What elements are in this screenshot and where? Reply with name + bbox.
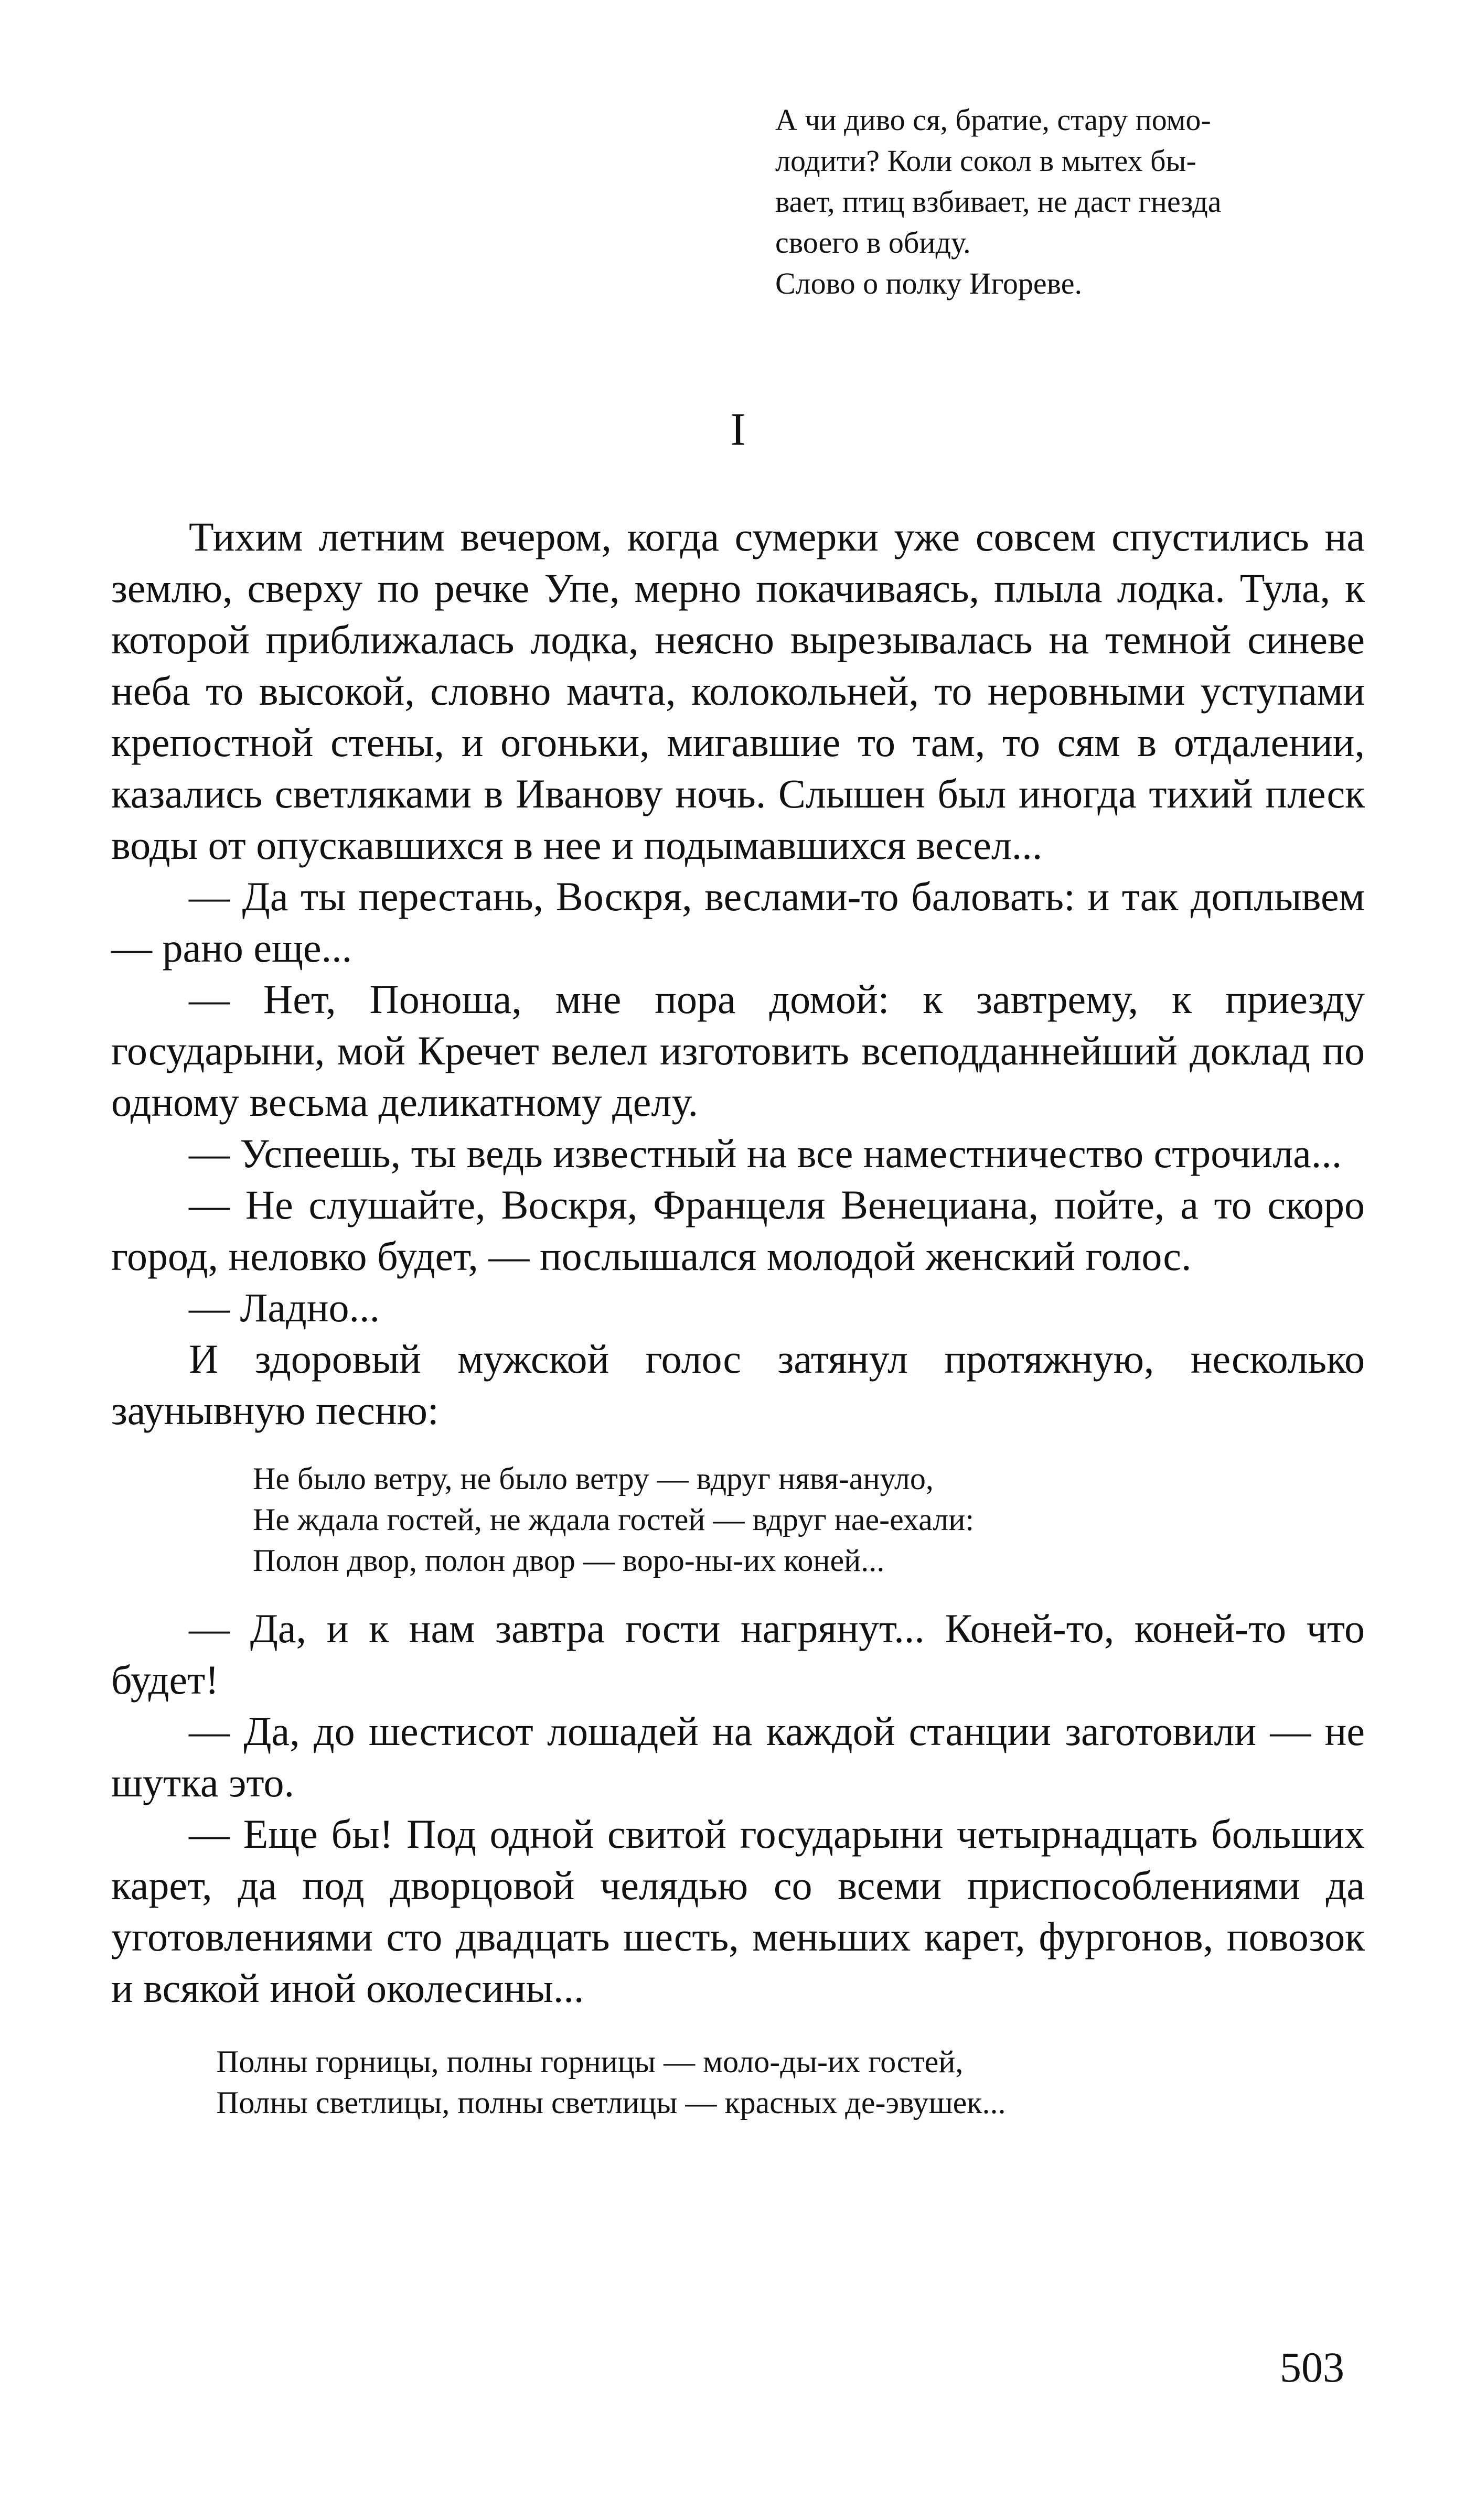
paragraph: — Да, до шестисот лошадей на каждой станции заготовили — не шутка это. (111, 1708, 1365, 1805)
epigraph-source: Слово о полку Игореве. (775, 266, 1082, 300)
paragraph: И здоровый мужской голос затянул протяжную, несколько заунывную песню: (111, 1336, 1365, 1433)
paragraph: — Не слушайте, Воскря, Францеля Венециана, пойте, а то скоро город, неловко будет, — послышался молодой женский голос. (111, 1182, 1365, 1279)
page-number: 503 (1280, 2343, 1344, 2391)
epigraph (775, 100, 1378, 304)
verse-line: Не ждала гостей, не ждала гостей — вдруг нае-ехали: (253, 1502, 974, 1537)
verse-line: Полны светлицы, полны светлицы — красных де-эвушек... (216, 2085, 1006, 2120)
epigraph-line: вает, птиц взбивает, не даст гнезда (775, 185, 1222, 219)
paragraph: — Да, и к нам завтра гости нагрянут... Коней-то, коней-то что будет! (111, 1606, 1365, 1703)
main-text (111, 511, 1365, 2123)
paragraph: — Ладно... (189, 1285, 380, 1330)
paragraph: Тихим летним вечером, когда сумерки уже совсем спустились на землю, сверху по речке Упе, мерно покачиваясь, плыла лодка. Тула, к которой приближалась лодка, неясно вырезывалась на темной синеве неба то высокой, словно мачта, колокольней, то неровными уступами крепостной стены, и огоньки, мигавшие то там, то сям в отдалении, казались светляками в Иванову ночь. Слышен был иногда тихий плеск воды от опускавшихся в нее и подымавшихся весел... (111, 514, 1365, 868)
verse-line: Полон двор, полон двор — воро-ны-их коней... (253, 1543, 885, 1578)
verse-line: Не было ветру, не было ветру — вдруг нявя-ануло, (253, 1461, 934, 1496)
song-verse (216, 2041, 1365, 2123)
song-verse (253, 1458, 1365, 1581)
paragraph: — Да ты перестань, Воскря, веслами-то баловать: и так доплывем — рано еще... (111, 874, 1365, 971)
epigraph-line: своего в обиду. (775, 225, 971, 260)
chapter-number: I (730, 404, 746, 455)
paragraph: — Нет, Поноша, мне пора домой: к завтрему, к приезду государыни, мой Кречет велел изготовить всеподданнейший доклад по одному весьма деликатному делу. (111, 976, 1365, 1125)
verse-line: Полны горницы, полны горницы — моло-ды-их гостей, (216, 2044, 964, 2079)
epigraph-line: А чи диво ся, братие, стару помо- (775, 103, 1211, 137)
epigraph-line: лодити? Коли сокол в мытех бы- (775, 144, 1196, 178)
paragraph: — Еще бы! Под одной свитой государыни четырнадцать больших карет, да под дворцовой челядью со всеми приспособлениями да уготовлениями сто двадцать шесть, меньших карет, фургонов, повозок и всякой иной околесины... (111, 1811, 1365, 2011)
paragraph: — Успеешь, ты ведь известный на все наместничество строчила... (189, 1130, 1342, 1176)
